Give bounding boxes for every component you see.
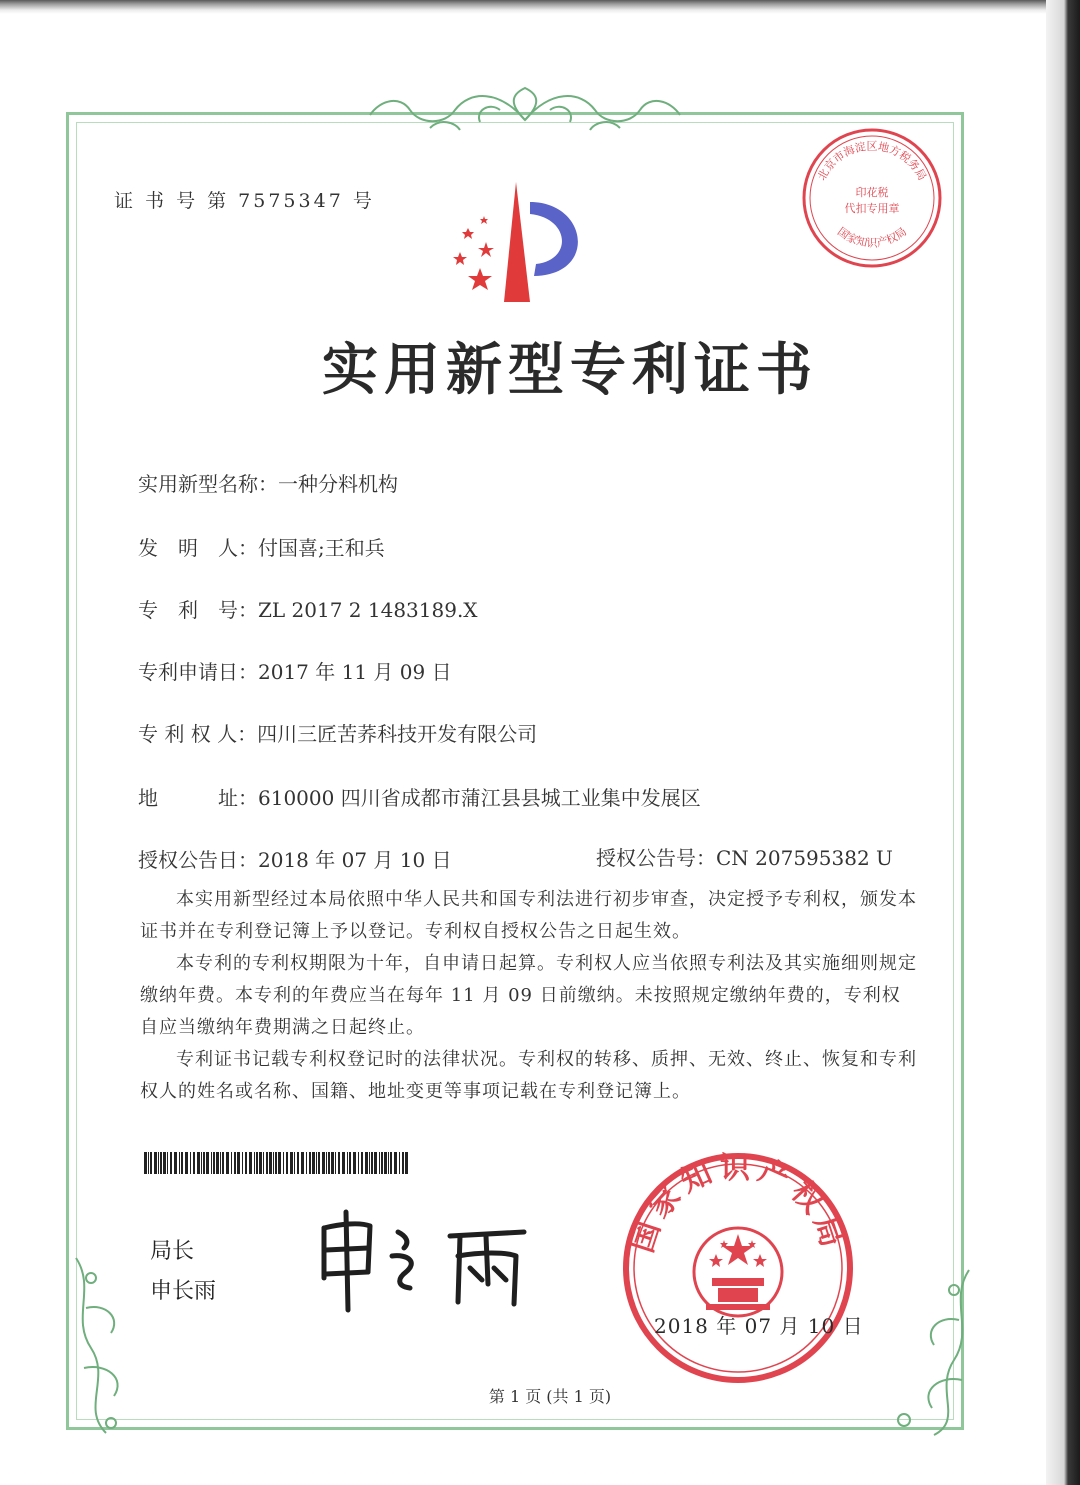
barcode-bar	[301, 1152, 304, 1174]
barcode-bar	[179, 1152, 180, 1174]
barcode-bar	[342, 1152, 345, 1174]
certificate-title: 实用新型专利证书	[322, 337, 818, 403]
barcode-bar	[322, 1152, 325, 1174]
barcode-bar	[361, 1152, 363, 1174]
utility-model-name-label: 实用新型名称：	[138, 472, 278, 496]
barcode-bar	[349, 1152, 351, 1174]
stamp-inner-line1: 印花税	[855, 186, 889, 199]
barcode-bar	[278, 1152, 281, 1174]
seal-text: 国家知识产权局	[624, 1150, 852, 1257]
barcode-bar	[269, 1152, 272, 1174]
address-label: 地 址：	[138, 786, 258, 810]
top-ornament	[360, 80, 690, 140]
barcode-bar	[353, 1152, 356, 1174]
utility-model-name-row	[138, 468, 398, 497]
barcode-bar	[286, 1152, 288, 1174]
barcode-bar	[226, 1152, 229, 1174]
barcode-bar	[405, 1152, 408, 1174]
barcode-bar	[365, 1152, 368, 1174]
barcode-bar	[237, 1152, 240, 1174]
barcode-bar	[326, 1152, 327, 1174]
address-row	[138, 782, 701, 811]
grant-date-value: 2018 年 07 月 10 日	[258, 848, 452, 872]
scan-edge-right	[1046, 0, 1080, 1485]
barcode-bar	[234, 1152, 236, 1174]
certificate-number: 证 书 号 第 7575347 号	[114, 190, 375, 212]
barcode-bar	[358, 1152, 359, 1174]
barcode	[144, 1152, 408, 1174]
barcode-bar	[273, 1152, 274, 1174]
barcode-bar	[318, 1152, 320, 1174]
barcode-bar	[254, 1152, 255, 1174]
barcode-bar	[170, 1152, 172, 1174]
barcode-bar	[181, 1152, 183, 1174]
barcode-bar	[283, 1152, 284, 1174]
patent-number-label: 专 利 号：	[138, 598, 258, 622]
barcode-bar	[231, 1152, 232, 1174]
filing-date-row	[138, 656, 452, 685]
patent-number-value: ZL 2017 2 1483189.X	[258, 598, 478, 622]
patentee-label: 专 利 权 人：	[138, 722, 258, 746]
barcode-bar	[197, 1152, 200, 1174]
grant-date-row	[138, 844, 452, 873]
barcode-bar	[249, 1152, 252, 1174]
barcode-bar	[148, 1152, 149, 1174]
barcode-bar	[206, 1152, 209, 1174]
barcode-bar	[150, 1152, 152, 1174]
patent-office-logo	[438, 180, 598, 305]
barcode-bar	[158, 1152, 159, 1174]
patent-number-row	[138, 594, 478, 623]
barcode-bar	[294, 1152, 295, 1174]
body-paragraph: 本专利的专利权期限为十年，自申请日起算。专利权人应当依照专利法及其实施细则规定缴纳年费。本专利的年费应当在每年 11 月 09 日前缴纳。未按照规定缴纳年费的，专利权自应当缴纳年费期满之日起终止。	[140, 953, 917, 1038]
barcode-bar	[216, 1152, 219, 1174]
barcode-bar	[275, 1152, 277, 1174]
barcode-bar	[266, 1152, 268, 1174]
patentee-value: 四川三匠苦荞科技开发有限公司	[257, 722, 538, 746]
barcode-bar	[328, 1152, 330, 1174]
seal-date: 2018 年 07 月 10 日	[654, 1314, 864, 1338]
inventor-label: 发 明 人：	[138, 536, 258, 560]
barcode-bar	[201, 1152, 202, 1174]
bottom-left-ornament	[66, 1248, 156, 1438]
svg-text:国家知识产权局	[835, 225, 909, 249]
page-number: 第 1 页 (共 1 页)	[488, 1387, 612, 1406]
barcode-bar	[374, 1152, 377, 1174]
barcode-bar	[163, 1152, 166, 1174]
barcode-bar	[297, 1152, 299, 1174]
barcode-bar	[160, 1152, 162, 1174]
barcode-bar	[335, 1152, 336, 1174]
barcode-bar	[390, 1152, 392, 1174]
barcode-bar	[222, 1152, 224, 1174]
svg-text:北京市海淀区地方税务局	[815, 139, 929, 183]
director-signature	[310, 1206, 540, 1316]
filing-date-label: 专利申请日：	[138, 660, 258, 684]
barcode-bar	[338, 1152, 340, 1174]
stamp-bottom-text: 国家知识产权局	[834, 225, 910, 250]
barcode-bar	[290, 1152, 293, 1174]
barcode-bar	[256, 1152, 258, 1174]
body-paragraph: 专利证书记载专利权登记时的法律状况。专利权的转移、质押、无效、终止、恢复和专利权人的姓名或名称、国籍、地址变更等事项记载在专利登记簿上。	[140, 1049, 917, 1102]
patentee-row	[138, 718, 537, 747]
tax-stamp-seal	[800, 126, 944, 270]
director-title: 局长	[150, 1239, 195, 1264]
barcode-bar	[242, 1152, 243, 1174]
grant-number-value: CN 207595382 U	[716, 846, 893, 870]
barcode-bar	[306, 1152, 307, 1174]
filing-date-value: 2017 年 11 月 09 日	[258, 660, 452, 684]
barcode-bar	[384, 1152, 387, 1174]
barcode-bar	[167, 1152, 168, 1174]
barcode-bar	[213, 1152, 215, 1174]
barcode-bar	[190, 1152, 191, 1174]
barcode-bar	[245, 1152, 247, 1174]
barcode-bar	[369, 1152, 370, 1174]
barcode-bar	[312, 1152, 315, 1174]
grant-number-row	[596, 842, 893, 871]
address-value: 610000 四川省成都市蒲江县县城工业集中发展区	[258, 786, 701, 810]
barcode-bar	[381, 1152, 383, 1174]
barcode-bar	[220, 1152, 221, 1174]
barcode-bar	[394, 1152, 397, 1174]
barcode-bar	[185, 1152, 188, 1174]
barcode-bar	[309, 1152, 311, 1174]
stamp-outer-text: 北京市海淀区地方税务局	[815, 139, 929, 183]
barcode-bar	[371, 1152, 373, 1174]
barcode-bar	[331, 1152, 334, 1174]
barcode-bar	[211, 1152, 212, 1174]
barcode-bar	[263, 1152, 264, 1174]
body-paragraph: 本实用新型经过本局依照中华人民共和国专利法进行初步审查，决定授予专利权，颁发本证书并在专利登记簿上予以登记。专利权自授权公告之日起生效。	[140, 889, 917, 942]
grant-date-label: 授权公告日：	[138, 848, 258, 872]
certificate-body-text	[140, 884, 918, 1108]
bottom-right-ornament	[874, 1260, 984, 1440]
barcode-bar	[388, 1152, 389, 1174]
barcode-bar	[144, 1152, 147, 1174]
barcode-bar	[174, 1152, 177, 1174]
barcode-bar	[154, 1152, 157, 1174]
inventor-row	[138, 532, 385, 561]
barcode-bar	[399, 1152, 400, 1174]
barcode-bar	[402, 1152, 404, 1174]
barcode-bar	[193, 1152, 195, 1174]
grant-number-label: 授权公告号：	[596, 846, 716, 870]
barcode-bar	[347, 1152, 348, 1174]
stamp-inner-line2: 代扣专用章	[844, 202, 900, 215]
barcode-bar	[379, 1152, 380, 1174]
director-name: 申长雨	[150, 1279, 217, 1304]
barcode-bar	[316, 1152, 317, 1174]
barcode-bar	[259, 1152, 262, 1174]
national-ip-office-seal	[620, 1150, 856, 1386]
barcode-bar	[203, 1152, 205, 1174]
scan-edge-top	[0, 0, 1046, 14]
inventor-value: 付国喜;王和兵	[258, 536, 385, 560]
utility-model-name-value: 一种分料机构	[278, 472, 398, 496]
